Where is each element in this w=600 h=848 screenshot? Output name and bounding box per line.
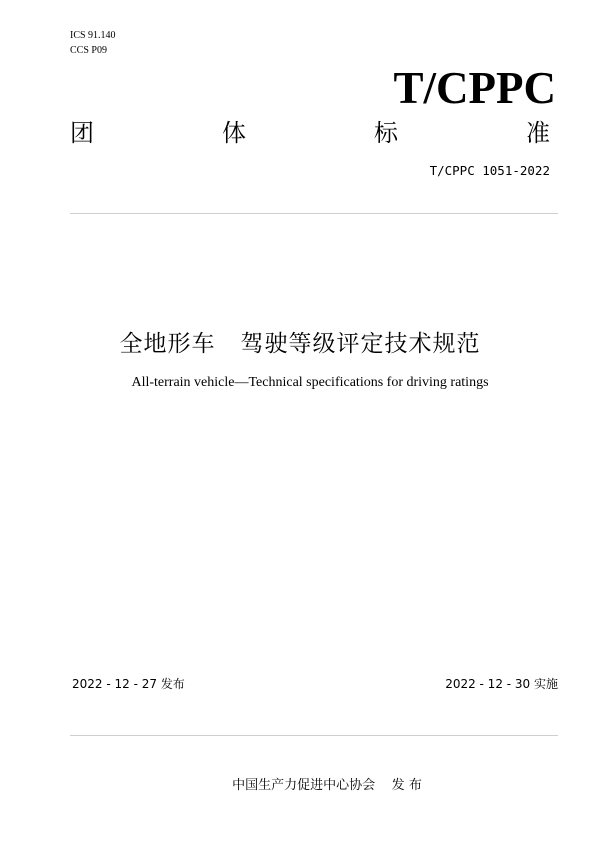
bottom-divider — [70, 735, 558, 736]
implementation-date: 2022 - 12 - 30 实施 — [445, 677, 558, 691]
publisher: 中国生产力促进中心协会 发 布 — [232, 778, 422, 793]
standard-type-char: 团 — [70, 119, 94, 147]
organization-code: T/CPPC — [393, 63, 556, 113]
title-english: All-terrain vehicle—Technical specifications for driving ratings — [131, 375, 489, 390]
standard-type-heading — [70, 118, 550, 148]
ics-code: ICS 91.140 — [70, 30, 116, 41]
standard-type-char: 标 — [374, 119, 398, 147]
title-chinese: 全地形车 驾驶等级评定技术规范 — [119, 331, 481, 357]
issue-date: 2022 - 12 - 27 发布 — [72, 677, 185, 691]
top-divider — [70, 213, 558, 214]
standard-number: T/CPPC 1051-2022 — [429, 163, 550, 178]
standard-type-char: 体 — [222, 119, 246, 147]
ccs-code: CCS P09 — [70, 45, 107, 56]
standard-type-char: 准 — [526, 119, 550, 147]
